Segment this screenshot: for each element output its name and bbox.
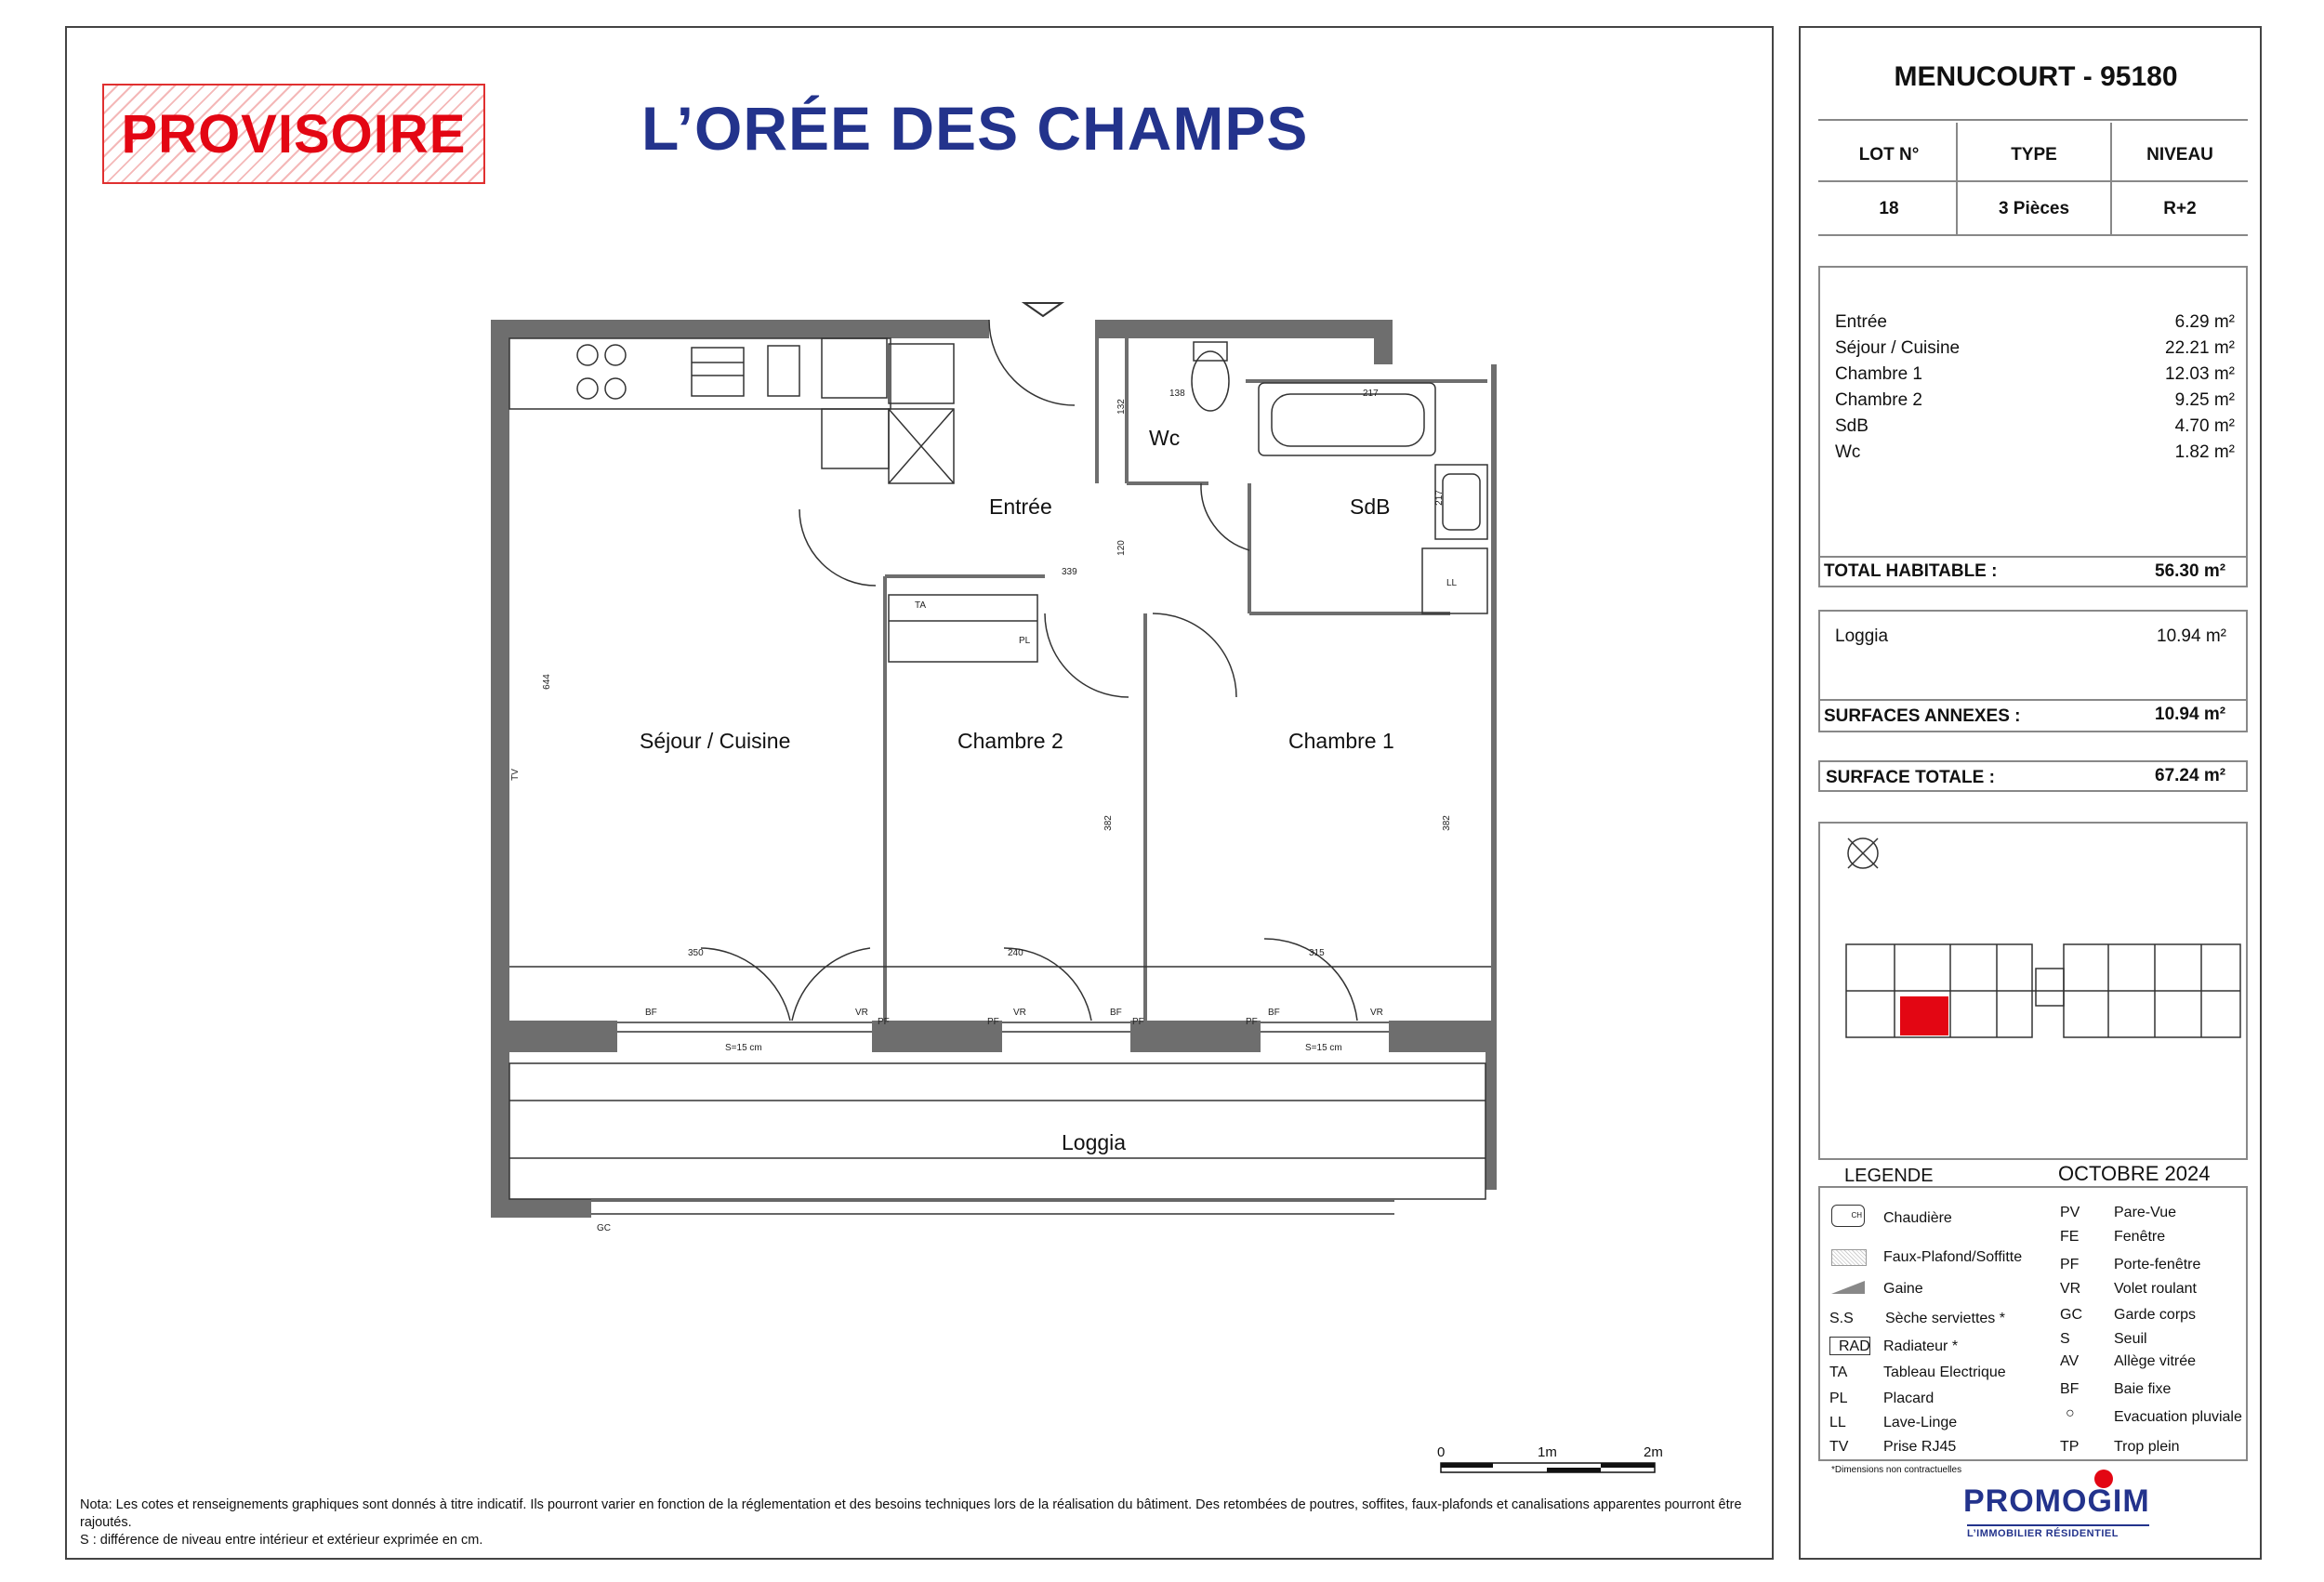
code-vr: VR bbox=[1013, 1008, 1026, 1018]
legend-label: Lave-Linge bbox=[1883, 1415, 1958, 1430]
legend-label: Pare-Vue bbox=[2114, 1205, 2176, 1220]
room-label-chambre2: Chambre 2 bbox=[957, 729, 1063, 753]
room-area: 12.03 m² bbox=[2165, 364, 2235, 384]
seuil-label: S=15 cm bbox=[725, 1043, 762, 1053]
room-label-loggia: Loggia bbox=[1062, 1130, 1127, 1154]
room-name: SdB bbox=[1835, 416, 1868, 436]
surfaces-annexes-value: 10.94 m² bbox=[2155, 705, 2226, 724]
room-name: Chambre 2 bbox=[1835, 390, 1922, 410]
type-value: 3 Pièces bbox=[1998, 199, 2070, 218]
code-pf: PF bbox=[1132, 1017, 1144, 1027]
dimension: 350 bbox=[688, 948, 704, 958]
room-name: Séjour / Cuisine bbox=[1835, 338, 1961, 358]
room-row bbox=[1835, 338, 2235, 359]
dimension: 339 bbox=[1062, 567, 1077, 577]
room-area: 1.82 m² bbox=[2174, 442, 2235, 462]
legend-code: PV bbox=[2060, 1205, 2080, 1220]
total-habitable-value: 56.30 m² bbox=[2155, 561, 2226, 581]
loggia-wall-left bbox=[491, 1050, 509, 1218]
legend-code: LL bbox=[1829, 1415, 1846, 1430]
compass-icon bbox=[1848, 838, 1878, 868]
room-row bbox=[1835, 390, 2235, 411]
dimension: 382 bbox=[1103, 815, 1114, 831]
room-label-entree: Entrée bbox=[989, 494, 1052, 519]
site-map bbox=[1820, 824, 2246, 1158]
wall-top-right bbox=[1095, 320, 1393, 338]
date: OCTOBRE 2024 bbox=[2058, 1162, 2211, 1185]
wall-bottom-mid1 bbox=[872, 1021, 1002, 1052]
legend-label: Chaudière bbox=[1883, 1210, 1952, 1226]
legend-code: S bbox=[2060, 1331, 2070, 1347]
room-name: Chambre 1 bbox=[1835, 364, 1922, 384]
wall-left bbox=[491, 320, 509, 1026]
room-row bbox=[1835, 364, 2235, 385]
room-row bbox=[1835, 416, 2235, 437]
room-row bbox=[1835, 312, 2235, 333]
dimension: 217 bbox=[1433, 490, 1445, 506]
legend-label: Gaine bbox=[1883, 1281, 1923, 1297]
legend-code: RAD bbox=[1839, 1338, 1870, 1354]
scale-label-2m: 2m bbox=[1644, 1444, 1663, 1460]
loggia-wall-right bbox=[1486, 1050, 1497, 1190]
legend-title: LEGENDE bbox=[1844, 1166, 1934, 1186]
surfaces-annexes-label: SURFACES ANNEXES : bbox=[1824, 706, 2021, 726]
loggia-wall-bottom bbox=[491, 1199, 591, 1218]
legend-label: Baie fixe bbox=[2114, 1381, 2172, 1397]
dimension: 382 bbox=[1441, 815, 1452, 831]
dimension: 120 bbox=[1116, 540, 1127, 556]
legend-label: Garde corps bbox=[2114, 1307, 2197, 1323]
wall-top-left bbox=[491, 320, 989, 338]
total-habitable-label: TOTAL HABITABLE : bbox=[1824, 561, 1998, 581]
room-area: 6.29 m² bbox=[2174, 312, 2235, 332]
legend-label: Prise RJ45 bbox=[1883, 1439, 1957, 1455]
annex-name: Loggia bbox=[1835, 626, 1889, 646]
boiler-icon bbox=[1831, 1205, 1865, 1227]
legend-footnote: *Dimensions non contractuelles bbox=[1831, 1465, 1962, 1475]
legend-code: TA bbox=[1829, 1364, 1848, 1380]
code-pf: PF bbox=[987, 1017, 999, 1027]
dimension: 217 bbox=[1363, 389, 1379, 399]
note-line-2: S : différence de niveau entre intérieur et extérieur exprimée en cm. bbox=[80, 1533, 483, 1548]
legend-label: Allège vitrée bbox=[2114, 1353, 2197, 1369]
legend-code: PF bbox=[2060, 1257, 2080, 1272]
code-gc: GC bbox=[597, 1223, 611, 1233]
stamp-text: PROVISOIRE bbox=[121, 103, 467, 165]
note-line-1: Nota: Les cotes et renseignements graphiques sont donnés à titre indicatif. Ils pourront varier en fonction de la réglementation et des besoins techniques lors de la réalisation du bâtiment. Des retombées de poutres, soffites, faux-plafonds et canalisations apparentes pourront être rajoutés. bbox=[80, 1497, 1742, 1530]
boiler-icon-code: CH bbox=[1851, 1211, 1862, 1219]
faux-plafond-icon bbox=[1831, 1249, 1867, 1266]
location-title: MENUCOURT - 95180 bbox=[1894, 61, 2178, 92]
legend-code: AV bbox=[2060, 1353, 2080, 1369]
scale-bar bbox=[1432, 1461, 1664, 1476]
code-bf: BF bbox=[1268, 1008, 1280, 1018]
room-area: 9.25 m² bbox=[2174, 390, 2235, 410]
legend-label: Radiateur * bbox=[1883, 1338, 1959, 1354]
wall-bottom-right bbox=[1389, 1021, 1497, 1052]
code-vr: VR bbox=[1370, 1008, 1383, 1018]
legend-label: Seuil bbox=[2114, 1331, 2147, 1347]
room-name: Entrée bbox=[1835, 312, 1887, 332]
legend-label: Placard bbox=[1883, 1391, 1934, 1406]
legend-code: BF bbox=[2060, 1381, 2080, 1397]
legend-label: Sèche serviettes * bbox=[1885, 1311, 2005, 1326]
scale-label-0: 0 bbox=[1437, 1444, 1446, 1460]
code-ta: TA bbox=[915, 600, 927, 611]
scale-label-1m: 1m bbox=[1538, 1444, 1557, 1460]
room-area: 4.70 m² bbox=[2174, 416, 2235, 436]
room-name: Wc bbox=[1835, 442, 1861, 462]
room-label-chambre1: Chambre 1 bbox=[1288, 729, 1394, 753]
room-label-sejour: Séjour / Cuisine bbox=[640, 729, 791, 753]
seuil-label: S=15 cm bbox=[1305, 1043, 1342, 1053]
legend-code: TP bbox=[2060, 1439, 2080, 1455]
room-row bbox=[1835, 442, 2235, 463]
dimension: 644 bbox=[541, 674, 552, 690]
col-header-type: TYPE bbox=[2011, 145, 2057, 165]
code-bf: BF bbox=[645, 1008, 657, 1018]
lot-value: 18 bbox=[1879, 199, 1899, 218]
col-header-niveau: NIVEAU bbox=[2146, 145, 2213, 165]
legend-label: Evacuation pluviale bbox=[2114, 1409, 2242, 1425]
code-ll: LL bbox=[1446, 578, 1458, 588]
code-pf: PF bbox=[1246, 1017, 1258, 1027]
dimension: 138 bbox=[1169, 389, 1185, 399]
legend-code: VR bbox=[2060, 1281, 2081, 1297]
code-pf: PF bbox=[878, 1017, 890, 1027]
brand-tagline: L’IMMOBILIER RÉSIDENTIEL bbox=[1967, 1528, 2119, 1539]
room-label-wc: Wc bbox=[1149, 426, 1181, 450]
legend-code: ○ bbox=[2066, 1405, 2075, 1421]
wall-top-right-step bbox=[1374, 320, 1393, 364]
niveau-value: R+2 bbox=[2163, 199, 2197, 218]
legend-label: Tableau Electrique bbox=[1883, 1364, 2006, 1380]
legend-label: Trop plein bbox=[2114, 1439, 2180, 1455]
legend-label: Fenêtre bbox=[2114, 1229, 2166, 1245]
annex-area: 10.94 m² bbox=[2157, 626, 2226, 646]
legend-code: TV bbox=[1829, 1439, 1849, 1455]
col-header-lot: LOT N° bbox=[1858, 145, 1920, 165]
disclaimer-note bbox=[80, 1496, 1744, 1549]
code-pl: PL bbox=[1019, 636, 1031, 646]
dimension: 240 bbox=[1008, 948, 1023, 958]
legend-label: Faux-Plafond/Soffitte bbox=[1883, 1249, 2023, 1265]
room-label-sdb: SdB bbox=[1350, 494, 1391, 519]
legend-label: Volet roulant bbox=[2114, 1281, 2197, 1297]
project-title: L’ORÉE DES CHAMPS bbox=[641, 94, 1309, 163]
legend-code: FE bbox=[2060, 1229, 2080, 1245]
legend-label: Porte-fenêtre bbox=[2114, 1257, 2201, 1272]
legend-code: S.S bbox=[1829, 1311, 1854, 1326]
code-vr: VR bbox=[855, 1008, 868, 1018]
brand-name: PROMOGIM bbox=[1963, 1483, 2150, 1519]
dimension: 132 bbox=[1116, 399, 1127, 415]
wall-bottom-mid2 bbox=[1130, 1021, 1261, 1052]
wall-right bbox=[1491, 364, 1497, 1026]
legend-code: GC bbox=[2060, 1307, 2082, 1323]
room-area: 22.21 m² bbox=[2165, 338, 2235, 358]
dimension: 315 bbox=[1309, 948, 1325, 958]
code-bf: BF bbox=[1110, 1008, 1122, 1018]
gaine-icon bbox=[1831, 1277, 1867, 1296]
legend-code: PL bbox=[1829, 1391, 1848, 1406]
surface-totale-label: SURFACE TOTALE : bbox=[1826, 768, 1995, 787]
surface-totale-value: 67.24 m² bbox=[2155, 766, 2226, 785]
lot-highlight bbox=[1900, 996, 1948, 1035]
code-tv: TV bbox=[509, 769, 521, 781]
wall-bottom-left bbox=[491, 1021, 617, 1052]
